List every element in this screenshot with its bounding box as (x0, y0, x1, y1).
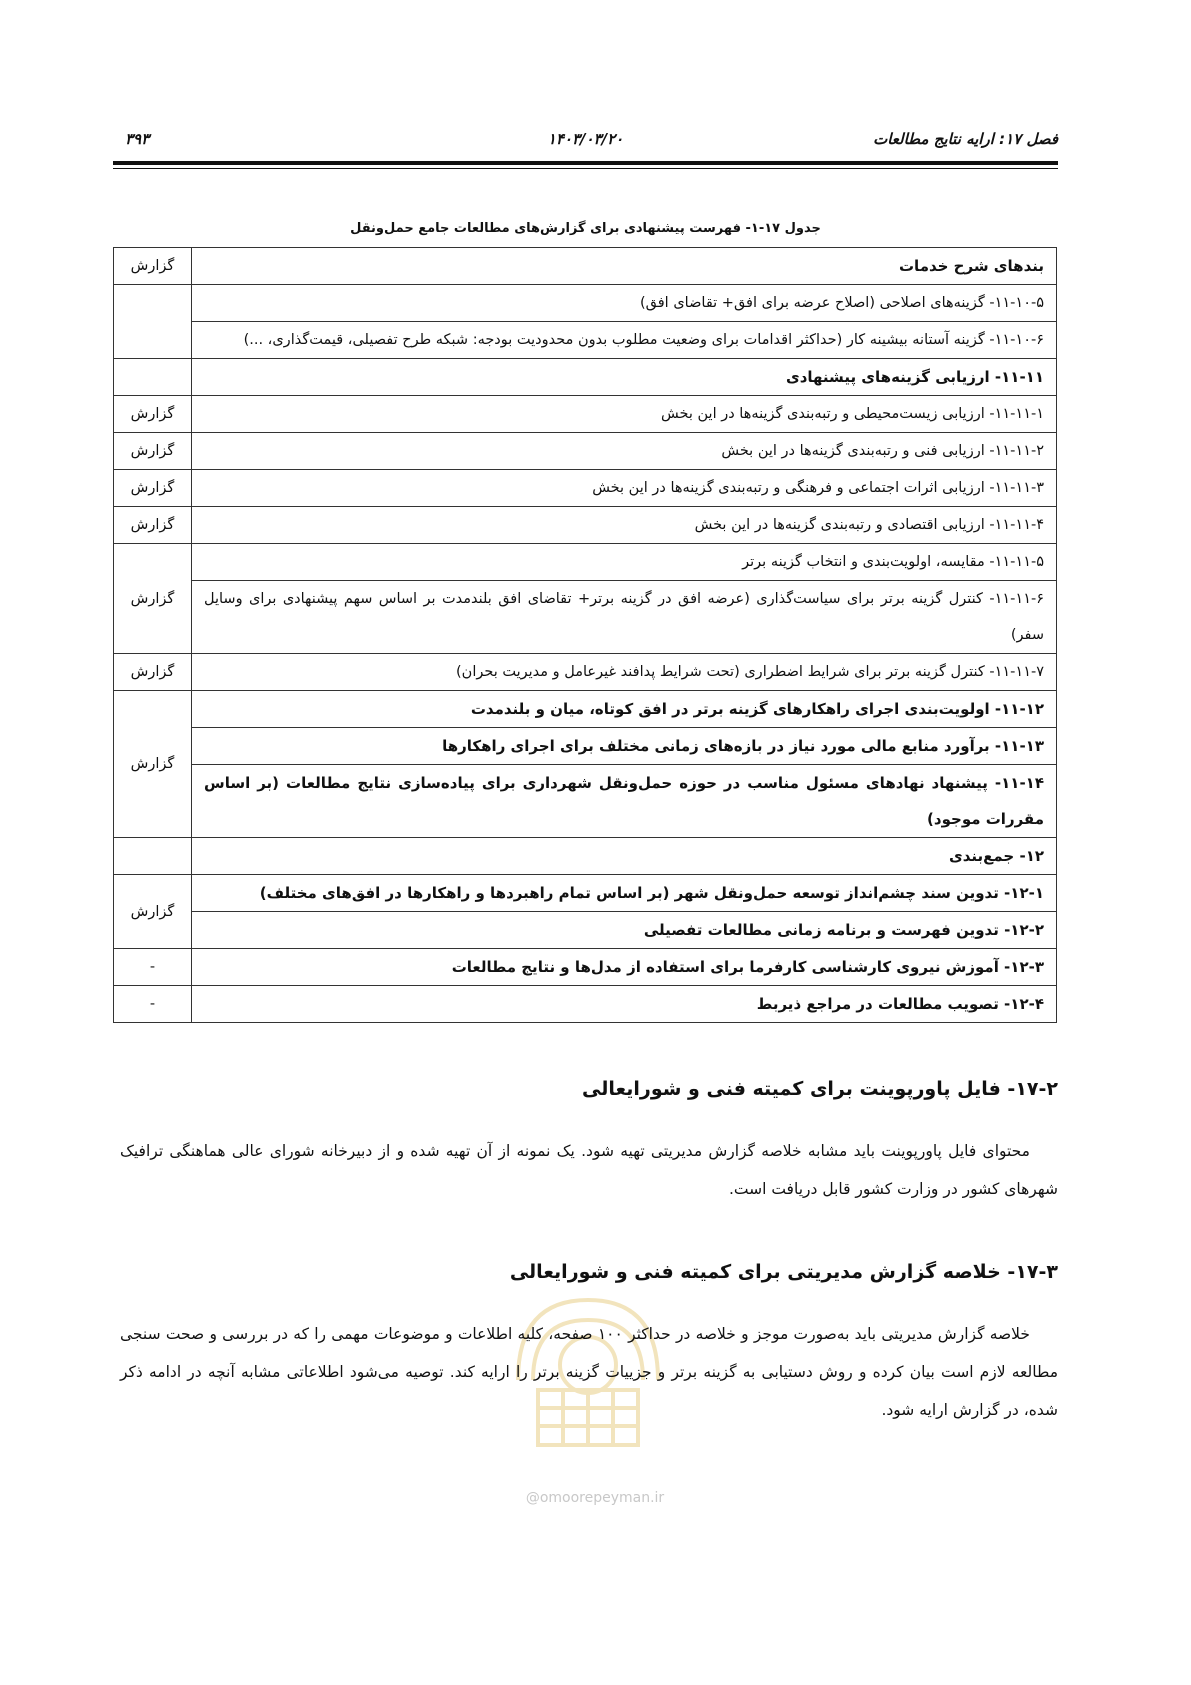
item-cell: ۱۱-۱۱-۱- ارزیابی زیست‌محیطی و رتبه‌بندی گزینه‌ها در این بخش (192, 396, 1057, 433)
item-cell: ۱۲- جمع‌بندی (192, 838, 1057, 875)
table-row (114, 838, 1057, 875)
watermark-text: @omoorepeyman.ir (525, 1490, 665, 1506)
item-cell: ۱۱-۱۲- اولویت‌بندی اجرای راهکارهای گزینه برتر در افق کوتاه، میان و بلندمدت (192, 691, 1057, 728)
item-cell: ۱۲-۳- آموزش نیروی کارشناسی کارفرما برای استفاده از مدل‌ها و نتایج مطالعات (192, 949, 1057, 986)
item-cell: ۱۱-۱۱-۷- کنترل گزینه برتر برای شرایط اضطراری (تحت شرایط پدافند غیرعامل و مدیریت بحران) (192, 654, 1057, 691)
report-cell (114, 359, 192, 396)
page-number: ۳۹۳ (125, 130, 150, 148)
section-3-heading: ۱۷-۳- خلاصه گزارش مدیریتی برای کمیته فنی و شورایعالی (509, 1261, 1058, 1283)
table-row (114, 322, 1057, 359)
item-cell: ۱۲-۱- تدوین سند چشم‌انداز توسعه حمل‌ونقل شهر (بر اساس تمام راهبردها و راهکارها در افق‌های مختلف) (192, 875, 1057, 912)
report-cell: - (114, 986, 192, 1023)
table-row (114, 986, 1057, 1023)
item-cell: ۱۲-۲- تدوین فهرست و برنامه زمانی مطالعات تفصیلی (192, 912, 1057, 949)
table-row (114, 949, 1057, 986)
report-cell: گزارش (114, 691, 192, 838)
report-cell (114, 838, 192, 875)
header-rule-thick (113, 161, 1058, 165)
report-cell: - (114, 949, 192, 986)
table-row (114, 433, 1057, 470)
table-header-row (114, 248, 1057, 285)
item-cell: ۱۱-۱۱-۲- ارزیابی فنی و رتبه‌بندی گزینه‌ها در این بخش (192, 433, 1057, 470)
table-row (114, 728, 1057, 765)
table-row (114, 544, 1057, 581)
table-row (114, 359, 1057, 396)
item-cell: ۱۱-۱۱- ارزیابی گزینه‌های پیشنهادی (192, 359, 1057, 396)
item-cell: ۱۱-۱۱-۶- کنترل گزینه برتر برای سیاست‌گذاری (عرضه افق در گزینه برتر+ تقاضای افق بلندمدت بر اساس سهم پیشنهادی برای وسایل سفر) (192, 581, 1057, 654)
section-3-body: خلاصه گزارش مدیریتی باید به‌صورت موجز و خلاصه در حداکثر ۱۰۰ صفحه، کلیه اطلاعات و موضوعات مهمی را که در بررسی و صحت سنجی مطالعه لازم است بیان کرده و روش دستیابی به گزینه برتر و جزییات گزینه برتر را ارایه کند. توصیه می‌شود اطلاعاتی مشابه آنچه در ادامه ذکر شده، در گزارش ارایه شود. (120, 1325, 1058, 1419)
header-rule-thin (113, 168, 1058, 169)
section-2-body: محتوای فایل پاورپوینت باید مشابه خلاصه گزارش مدیریتی تهیه شود. یک نمونه از آن تهیه شده و از دبیرخانه شورای عالی هماهنگی ترافیک شهرهای کشور در وزارت کشور قابل دریافت است. (120, 1142, 1058, 1198)
item-cell: ۱۱-۱۱-۵- مقایسه، اولویت‌بندی و انتخاب گزینه برتر (192, 544, 1057, 581)
header-item-cell: بندهای شرح خدمات (192, 248, 1057, 285)
report-cell (114, 285, 192, 359)
chapter-title: فصل ۱۷: ارایه نتایج مطالعات (873, 130, 1058, 148)
page-header (113, 130, 1058, 154)
report-cell: گزارش (114, 396, 192, 433)
report-cell: گزارش (114, 875, 192, 949)
report-cell: گزارش (114, 470, 192, 507)
item-cell: ۱۱-۱۰-۵- گزینه‌های اصلاحی (اصلاح عرضه برای افق+ تقاضای افق) (192, 285, 1057, 322)
item-cell: ۱۱-۱۳- برآورد منابع مالی مورد نیاز در بازه‌های زمانی مختلف برای اجرای راهکارها (192, 728, 1057, 765)
report-cell: گزارش (114, 654, 192, 691)
item-cell: ۱۲-۴- تصویب مطالعات در مراجع ذیربط (192, 986, 1057, 1023)
header-report-cell: گزارش (114, 248, 192, 285)
header-date: ۱۴۰۳/۰۳/۲۰ (547, 130, 624, 148)
report-cell: گزارش (114, 433, 192, 470)
table-row (114, 765, 1057, 838)
item-cell: ۱۱-۱۴- پیشنهاد نهادهای مسئول مناسب در حوزه حمل‌ونقل شهرداری برای پیاده‌سازی نتایج مطالعات (بر اساس مقررات موجود) (192, 765, 1057, 838)
table-row (114, 654, 1057, 691)
report-cell: گزارش (114, 544, 192, 654)
table-row (114, 470, 1057, 507)
table-row (114, 396, 1057, 433)
table-row (114, 912, 1057, 949)
report-cell: گزارش (114, 507, 192, 544)
table-row (114, 581, 1057, 654)
table-row (114, 285, 1057, 322)
table-row (114, 875, 1057, 912)
table-row (114, 691, 1057, 728)
services-report-table (113, 247, 1057, 1023)
section-2-heading: ۱۷-۲- فایل پاورپوینت برای کمیته فنی و شورایعالی (582, 1078, 1058, 1100)
item-cell: ۱۱-۱۱-۳- ارزیابی اثرات اجتماعی و فرهنگی و رتبه‌بندی گزینه‌ها در این بخش (192, 470, 1057, 507)
item-cell: ۱۱-۱۰-۶- گزینه آستانه بیشینه کار (حداکثر اقدامات برای وضعیت مطلوب بدون محدودیت بودجه: شبکه طرح تفصیلی، قیمت‌گذاری، ...) (192, 322, 1057, 359)
item-cell: ۱۱-۱۱-۴- ارزیابی اقتصادی و رتبه‌بندی گزینه‌ها در این بخش (192, 507, 1057, 544)
table-caption: جدول ۱۷-۱- فهرست پیشنهادی برای گزارش‌های مطالعات جامع حمل‌ونقل (350, 221, 821, 236)
table-row (114, 507, 1057, 544)
